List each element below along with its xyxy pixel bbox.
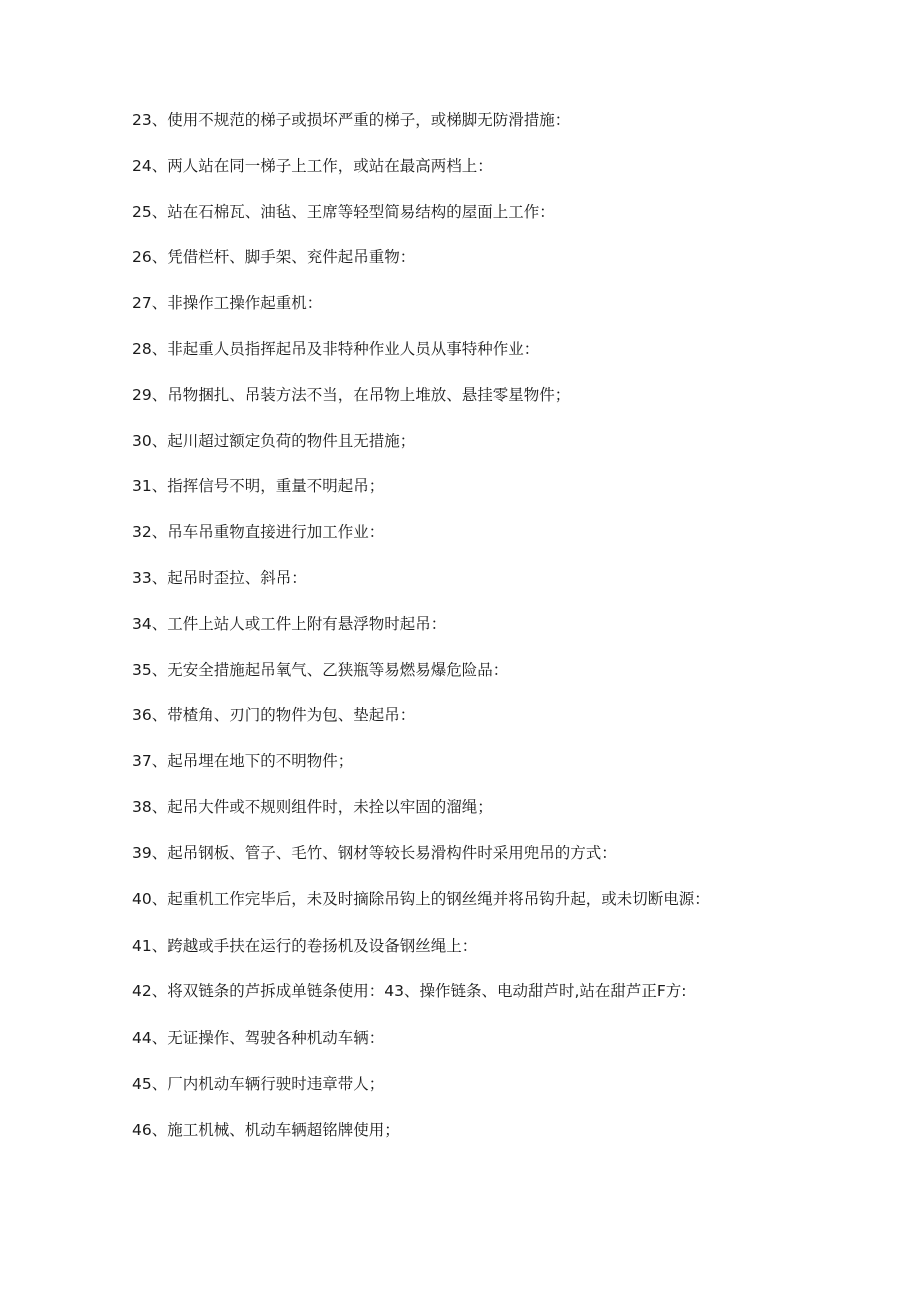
- violation-list: [132, 109, 772, 1165]
- list-item: 44、无证操作、驾驶各种机动车辆：: [132, 1029, 385, 1048]
- list-item: 34、工件上站人或工件上附有悬浮物时起吊：: [132, 614, 447, 633]
- list-item: 42、将双链条的芦拆成单链条使用：43、操作链条、电动甜芦时,站在甜芦正F方:: [132, 982, 687, 1001]
- list-item: 36、带楂角、刃门的物件为包、垫起吊：: [132, 706, 416, 725]
- list-item: 45、厂内机动车辆行驶时违章带人；: [132, 1075, 385, 1094]
- list-item: 28、非起重人员指挥起吊及非特种作业人员从事特种作业：: [132, 339, 540, 358]
- list-item: 24、两人站在同一梯子上工作，或站在最高两档上：: [132, 156, 493, 175]
- list-item: 41、跨越或手扶在运行的卷扬机及设备钢丝绳上：: [132, 936, 478, 955]
- list-item: 23、使用不规范的梯子或损坏严重的梯子，或梯脚无防滑措施：: [132, 111, 571, 129]
- list-item: 33、起吊时歪拉、斜吊：: [132, 568, 307, 587]
- list-item: 46、施工机械、机动车辆超铭牌使用；: [132, 1120, 400, 1139]
- list-item: 26、凭借栏杆、脚手架、兖件起吊重物：: [132, 248, 416, 267]
- list-item: 40、起重机工作完毕后，未及时摘除吊钩上的钢丝绳并将吊钩升起，或未切断电源：: [132, 889, 710, 908]
- list-item: 29、吊物捆扎、吊装方法不当，在吊物上堆放、悬挂零星物件；: [132, 385, 571, 404]
- list-item: 39、起吊钢板、管子、毛竹、钢材等较长易滑构件时采用兜吊的方式：: [132, 843, 617, 862]
- list-item: 31、指挥信号不明，重量不明起吊；: [132, 477, 385, 496]
- list-item: 27、非操作工操作起重机：: [132, 294, 323, 313]
- list-item: 32、吊车吊重物直接进行加工作业：: [132, 523, 385, 542]
- list-item: 38、起吊大件或不规则组件时，未拴以牢固的溜绳；: [132, 797, 493, 816]
- list-item: 35、无安全措施起吊氧气、乙狭瓶等易燃易爆危险品：: [132, 660, 509, 679]
- list-item: 25、站在石棉瓦、油毡、王席等轻型简易结构的屋面上工作：: [132, 202, 555, 221]
- list-item: 30、起川超过额定负荷的物件且无措施；: [132, 431, 416, 450]
- list-item: 37、起吊埋在地下的不明物件；: [132, 752, 354, 771]
